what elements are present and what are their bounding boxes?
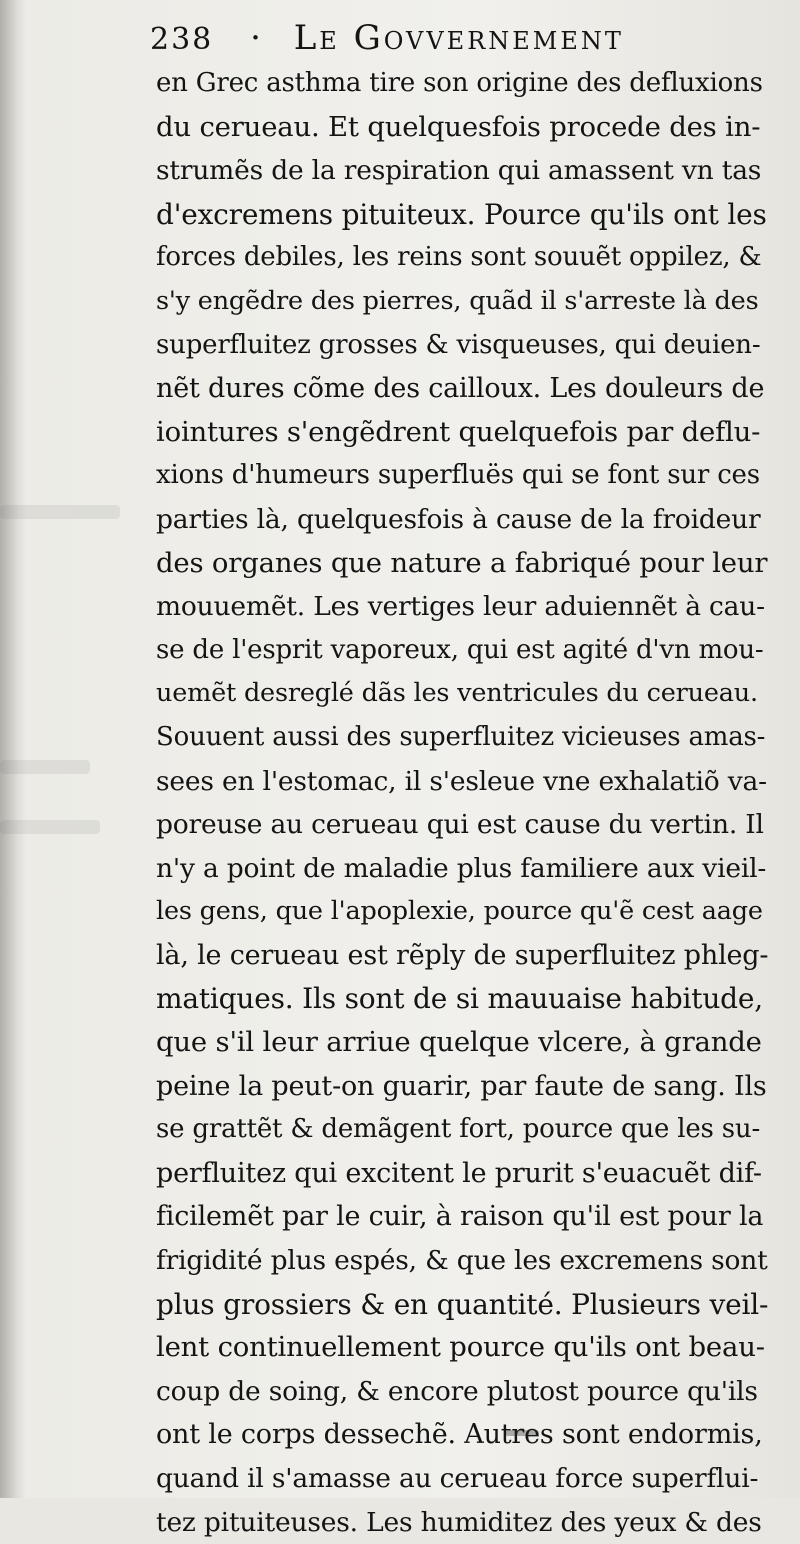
text-line: mouuemẽt. Les vertiges leur aduiennẽt à cau- <box>156 591 765 623</box>
text-line: se de l'esprit vaporeux, qui est agité d'vn mou- <box>156 634 764 665</box>
bleed-through-mark <box>0 760 90 774</box>
text-line: superfluitez grosses & visqueuses, qui deuien- <box>156 329 761 360</box>
text-line: peine la peut-on guarir, par faute de sang. Ils <box>156 1070 767 1102</box>
text-line: parties là, quelquesfois à cause de la froideur <box>156 503 761 535</box>
text-line: tez pituiteuses. Les humiditez des yeux & des <box>156 1506 762 1538</box>
text-line: sees en l'estomac, il s'esleue vne exhalatiõ va- <box>156 765 767 797</box>
gutter-shadow <box>0 0 26 1498</box>
ink-smudge <box>505 1430 539 1436</box>
text-line: s'y engẽdre des pierres, quãd il s'arreste là des <box>156 285 759 316</box>
text-line: du cerueau. Et quelquesfois procede des in- <box>156 110 761 143</box>
text-line: iointures s'engẽdrent quelquefois par deflu- <box>156 415 761 448</box>
text-line: forces debiles, les reins sont souuẽt oppilez, & <box>156 242 762 273</box>
text-line: ficilemẽt par le cuir, à raison qu'il est pour la <box>156 1201 764 1233</box>
text-line: matiques. Ils sont de si mauuaise habitude, <box>156 982 763 1016</box>
page-number: 238 <box>150 22 214 57</box>
text-line: xions d'humeurs superfluës qui se font sur ces <box>156 460 760 491</box>
running-head <box>150 14 780 62</box>
text-line: strumẽs de la respiration qui amassent vn tas <box>156 155 762 187</box>
text-line: se grattẽt & demãgent fort, pource que les su- <box>156 1114 761 1145</box>
bleed-through-mark <box>0 820 100 834</box>
text-line: que s'il leur arriue quelque vlcere, à grande <box>156 1026 762 1059</box>
text-line: poreuse au cerueau qui est cause du vertin. Il <box>156 809 764 841</box>
text-line: quand il s'amasse au cerueau force superflui- <box>156 1463 759 1494</box>
text-line: des organes que nature a fabriqué pour leur <box>156 546 768 579</box>
text-line: frigidité plus espés, & que les excremens sont <box>156 1245 768 1277</box>
text-line: perfluitez qui excitent le prurit s'euacuẽt dif- <box>156 1157 762 1189</box>
bleed-through-mark <box>0 505 120 519</box>
text-line: ont le corps dessechẽ. Autres sont endormis, <box>156 1419 763 1451</box>
text-line: là, le cerueau est rẽply de superfluitez phleg- <box>156 939 769 971</box>
running-title: Le Govvernement <box>293 18 624 58</box>
body-text <box>156 62 768 1544</box>
text-line: n'y a point de maladie plus familiere aux vieil- <box>156 852 767 884</box>
text-line: Souuent aussi des superfluitez vicieuses amas- <box>156 721 766 752</box>
text-line: d'excremens pituiteux. Pource qu'ils ont les <box>156 197 767 231</box>
text-line: plus grossiers & en quantité. Plusieurs veil- <box>156 1287 769 1321</box>
head-separator: · <box>250 18 263 58</box>
text-line: les gens, que l'apoplexie, pource qu'ẽ cest aage <box>156 896 763 927</box>
text-line: uemẽt desreglé dãs les ventricules du cerueau. <box>156 678 758 709</box>
text-line: lent continuellement pource qu'ils ont beau- <box>156 1331 765 1364</box>
text-line: nẽt dures cõme des cailloux. Les douleurs de <box>156 373 765 405</box>
text-line: coup de soing, & encore plutost pource qu'ils <box>156 1375 758 1407</box>
text-line: en Grec asthma tire son origine des defluxions <box>156 68 763 98</box>
